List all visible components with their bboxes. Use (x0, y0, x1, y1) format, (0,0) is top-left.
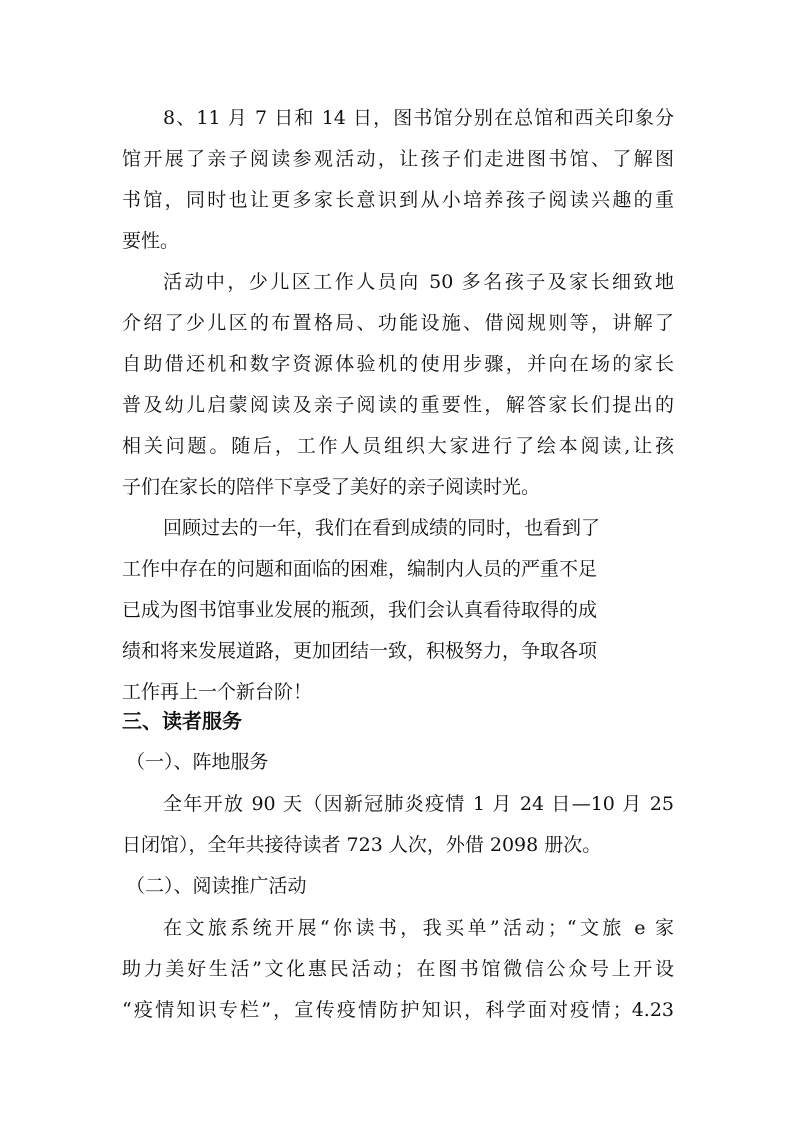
paragraph-4-line-2: 日闭馆），全年共接待读者 723 人次，外借 2098 册次。 (122, 834, 602, 856)
paragraph-5-line-1: 在文旅系统开展“你读书，我买单”活动；“文旅 e 家 (163, 917, 674, 939)
subheading-1: （一）、阵地服务 (126, 751, 269, 773)
paragraph-1-line-2: 馆开展了亲子阅读参观活动，让孩子们走进图书馆、了解图 (122, 148, 674, 170)
paragraph-2-line-5: 相关问题。随后，工作人员组织大家进行了绘本阅读,让孩 (122, 435, 674, 457)
paragraph-1-line-3: 书馆，同时也让更多家长意识到从小培养孩子阅读兴趣的重 (122, 189, 674, 211)
paragraph-1-line-4: 要性。 (122, 230, 180, 252)
paragraph-5-line-2: 助力美好生活”文化惠民活动；在图书馆微信公众号上开设 (122, 958, 674, 980)
paragraph-2-line-1: 活动中，少儿区工作人员向 50 多名孩子及家长细致地 (163, 271, 674, 293)
subheading-2: （二）、阅读推广活动 (126, 875, 307, 897)
paragraph-3-line-3: 已成为图书馆事业发展的瓶颈，我们会认真看待取得的成 (122, 599, 598, 621)
paragraph-4-line-1: 全年开放 90 天（因新冠肺炎疫情 1 月 24 日—10 月 25 (163, 793, 674, 815)
paragraph-3-line-4: 绩和将来发展道路，更加团结一致，积极努力，争取各项 (122, 640, 598, 662)
paragraph-2-line-3: 自助借还机和数字资源体验机的使用步骤，并向在场的家长 (122, 353, 674, 375)
paragraph-5-line-3: “疫情知识专栏”，宣传疫情防护知识，科学面对疫情；4.23 (122, 999, 674, 1021)
paragraph-2-line-2: 介绍了少儿区的布置格局、功能设施、借阅规则等，讲解了 (122, 312, 674, 334)
paragraph-2-line-4: 普及幼儿启蒙阅读及亲子阅读的重要性，解答家长们提出的 (122, 394, 674, 416)
paragraph-3-line-5: 工作再上一个新台阶！ (122, 681, 313, 703)
paragraph-3-line-1: 回顾过去的一年，我们在看到成绩的同时，也看到了 (163, 517, 601, 539)
paragraph-1-line-1: 8、11 月 7 日和 14 日，图书馆分别在总馆和西关印象分 (163, 107, 674, 129)
paragraph-2-line-6: 子们在家长的陪伴下享受了美好的亲子阅读时光。 (122, 476, 541, 498)
paragraph-3-line-2: 工作中存在的问题和面临的困难，编制内人员的严重不足 (122, 558, 598, 580)
section-heading: 三、读者服务 (122, 709, 242, 733)
